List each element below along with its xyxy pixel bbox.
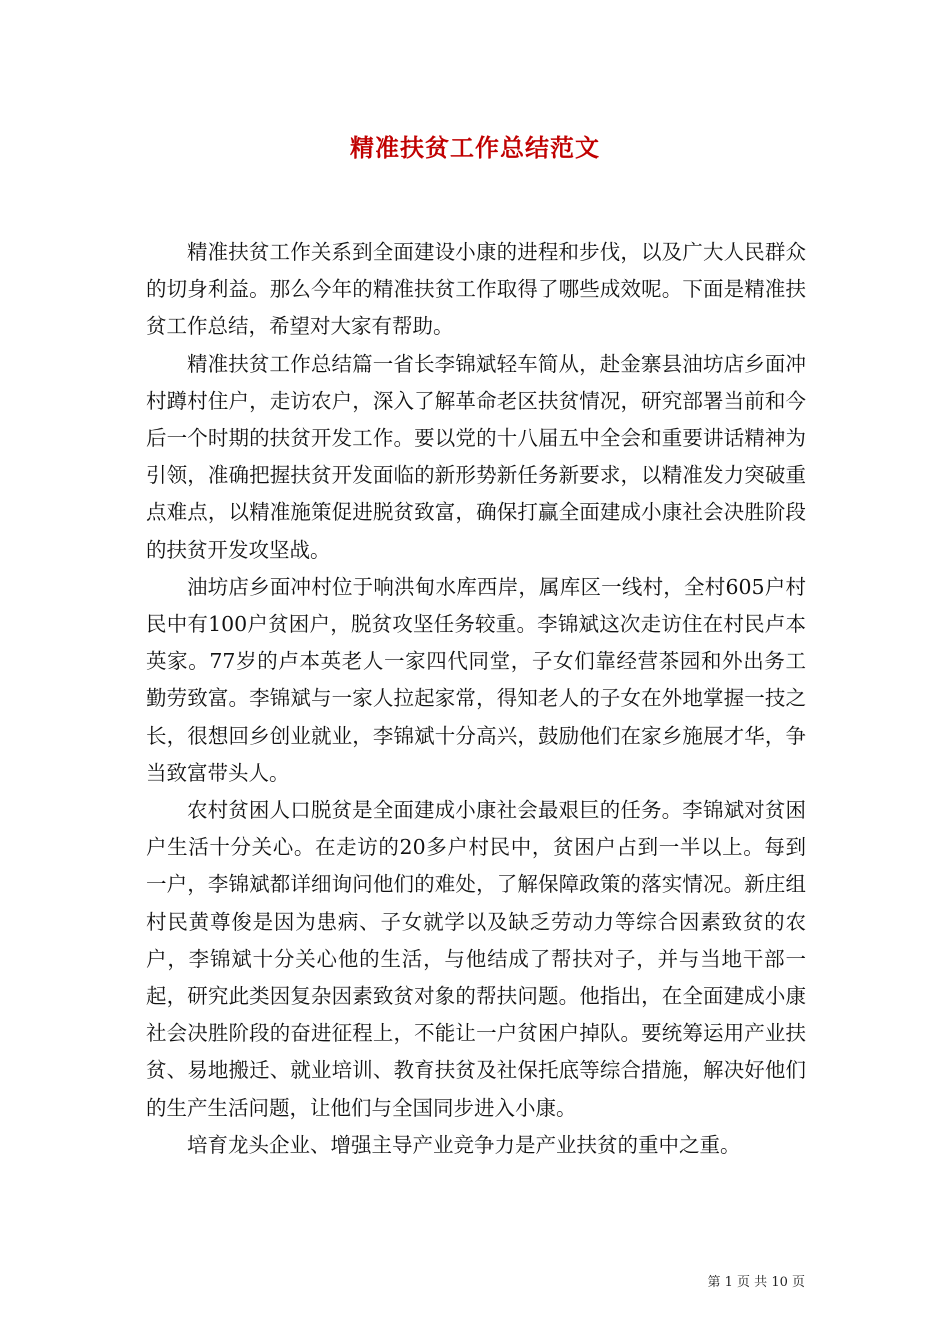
document-title: 精准扶贫工作总结范文 [350, 133, 600, 162]
paragraph: 精准扶贫工作总结篇一省长李锦斌轻车简从，赴金寨县油坊店乡面冲村蹲村住户，走访农户，深入了解革命老区扶贫情况，研究部署当前和今后一个时期的扶贫开发工作。要以党的十八届五中全会和重要讲话精神为引领，准确把握扶贫开发面临的新形势新任务新要求，以精准发力突破重点难点，以精准施策促进脱贫致富，确保打赢全面建成小康社会决胜阶段的扶贫开发攻坚战。 [146, 351, 806, 562]
paragraph: 培育龙头企业、增强主导产业竞争力是产业扶贫的重中之重。 [187, 1132, 741, 1157]
page-number-footer: 第 1 页 共 10 页 [707, 1275, 805, 1290]
paragraph: 精准扶贫工作关系到全面建设小康的进程和步伐，以及广大人民群众的切身利益。那么今年的精准扶贫工作取得了哪些成效呢。下面是精准扶贫工作总结，希望对大家有帮助。 [146, 240, 806, 339]
paragraph: 农村贫困人口脱贫是全面建成小康社会最艰巨的任务。李锦斌对贫困户生活十分关心。在走访的20多户村民中，贫困户占到一半以上。每到一户，李锦斌都详细询问他们的难处，了解保障政策的落实情况。新庄组村民黄尊俊是因为患病、子女就学以及缺乏劳动力等综合因素致贫的农户，李锦斌十分关心他的生活，与他结成了帮扶对子，并与当地干部一起，研究此类因复杂因素致贫对象的帮扶问题。他指出，在全面建成小康社会决胜阶段的奋进征程上，不能让一户贫困户掉队。要统筹运用产业扶贫、易地搬迁、就业培训、教育扶贫及社保托底等综合措施，解决好他们的生产生活问题，让他们与全国同步进入小康。 [146, 798, 806, 1120]
document-body [146, 234, 806, 1164]
paragraph: 油坊店乡面冲村位于响洪甸水库西岸，属库区一线村，全村605户村民中有100户贫困户，脱贫攻坚任务较重。李锦斌这次走访住在村民卢本英家。77岁的卢本英老人一家四代同堂，子女们靠经营茶园和外出务工勤劳致富。李锦斌与一家人拉起家常，得知老人的子女在外地掌握一技之长，很想回乡创业就业，李锦斌十分高兴，鼓励他们在家乡施展才华，争当致富带头人。 [146, 574, 806, 785]
